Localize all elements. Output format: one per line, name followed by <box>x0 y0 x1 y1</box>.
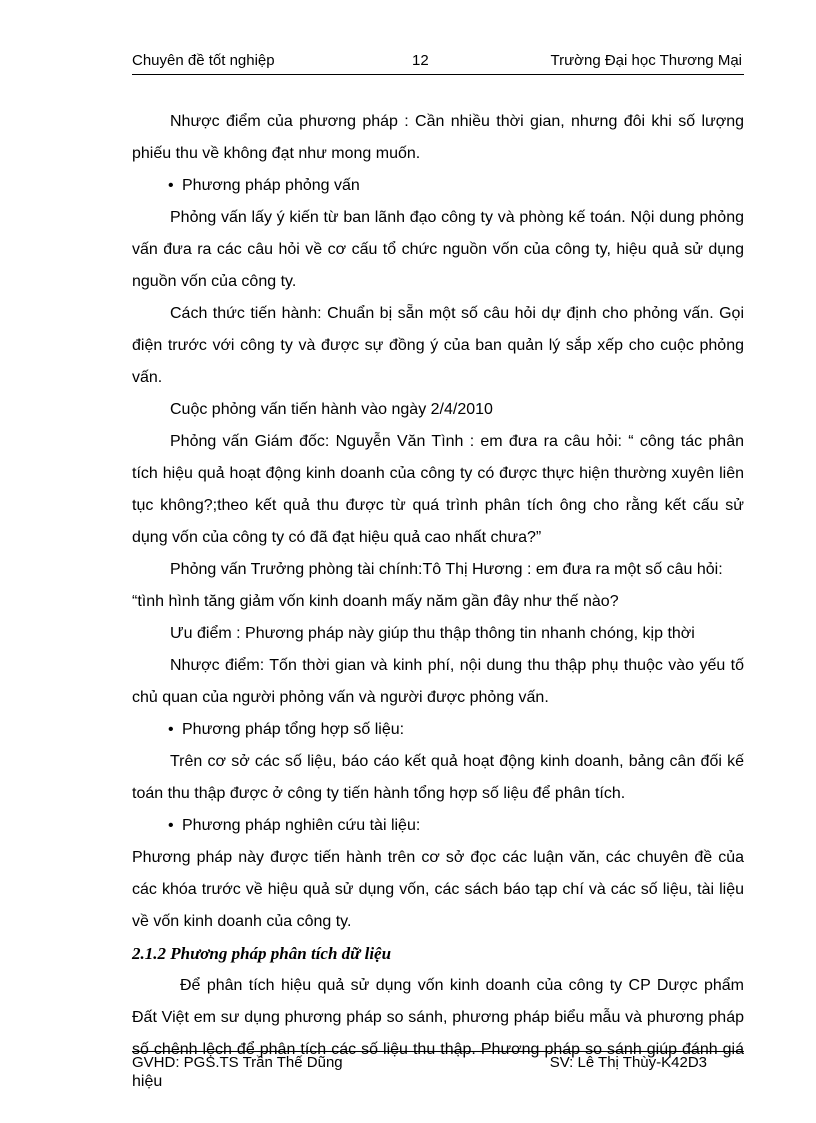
footer-supervisor: GVHD: PGS.TS Trần Thế Dũng <box>132 1054 343 1071</box>
page-footer <box>132 1054 707 1076</box>
page-header <box>132 52 742 74</box>
paragraph-analysis-method: Để phân tích hiệu quả sử dụng vốn kinh doanh của công ty CP Dược phẩm Đất Việt em sư dụng phương pháp so sánh, phương pháp biểu mẫu và phương pháp số chênh lệch để phân tích các số liệu thu thập. Phương pháp so sánh giúp đánh giá hiệu <box>132 977 744 1090</box>
bullet-document-research-method <box>132 810 744 842</box>
paragraph-advantage: Ưu điểm : Phương pháp này giúp thu thập thông tin nhanh chóng, kịp thời <box>170 625 695 642</box>
paragraph-interview-procedure: Cách thức tiến hành: Chuẩn bị sẵn một số câu hỏi dự định cho phỏng vấn. Gọi điện trước với công ty và được sự đồng ý của ban quản lý sắp xếp cho cuộc phỏng vấn. <box>132 305 744 386</box>
paragraph-interview-content: Phỏng vấn lấy ý kiến từ ban lãnh đạo công ty và phòng kế toán. Nội dung phỏng vấn đưa ra các câu hỏi về cơ cấu tổ chức nguồn vốn của công ty, hiệu quả sử dụng nguồn vốn của công ty. <box>132 209 744 290</box>
bullet-interview-method <box>132 170 744 202</box>
paragraph-aggregation: Trên cơ sở các số liệu, báo cáo kết quả hoạt động kinh doanh, bảng cân đối kế toán thu thập được ở công ty tiến hành tổng hợp số liệu để phân tích. <box>132 753 744 802</box>
paragraph-finance-question: “tình hình tăng giảm vốn kinh doanh mấy năm gần đây như thế nào? <box>132 593 619 610</box>
page-number: 12 <box>412 52 429 69</box>
paragraph-document-research: Phương pháp này được tiến hành trên cơ sở đọc các luận văn, các chuyên đề của các khóa trước về hiệu quả sử dụng vốn, các sách báo tạp chí và các số liệu, tài liệu về vốn kinh doanh của công ty. <box>132 849 744 930</box>
paragraph-interview-date: Cuộc phỏng vấn tiến hành vào ngày 2/4/2010 <box>170 401 493 418</box>
bullet-icon: • <box>168 817 174 834</box>
bullet-label: Phương pháp nghiên cứu tài liệu: <box>182 817 421 834</box>
paragraph-disadvantage-survey: Nhược điểm của phương pháp : Cần nhiều thời gian, nhưng đôi khi số lượng phiếu thu về không đạt như mong muốn. <box>132 113 744 162</box>
paragraph-director-interview: Phỏng vấn Giám đốc: Nguyễn Văn Tình : em đưa ra câu hỏi: “ công tác phân tích hiệu quả hoạt động kinh doanh của công ty có được thực hiện thường xuyên liên tục không?;theo kết quả thu được từ quá trình phân tích ông cho rằng kết cấu sử dụng vốn của công ty có đã đạt hiệu quả cao nhất chưa?” <box>132 433 744 546</box>
document-body <box>132 106 744 1098</box>
header-rule <box>132 74 744 75</box>
bullet-icon: • <box>168 721 174 738</box>
header-university: Trường Đại học Thương Mại <box>550 52 742 69</box>
paragraph-disadvantage-interview: Nhược điểm: Tốn thời gian và kinh phí, nội dung thu thập phụ thuộc vào yếu tố chủ quan của người phỏng vấn và người được phỏng vấn. <box>132 657 744 706</box>
bullet-label: Phương pháp phỏng vấn <box>182 177 360 194</box>
header-title: Chuyên đề tốt nghiệp <box>132 52 275 69</box>
paragraph-finance-head-interview: Phỏng vấn Trưởng phòng tài chính:Tô Thị Hương : em đưa ra một số câu hỏi: <box>170 561 723 578</box>
bullet-aggregation-method <box>132 714 744 746</box>
footer-rule <box>132 1051 744 1052</box>
section-heading: 2.1.2 Phương pháp phân tích dữ liệu <box>132 944 392 963</box>
footer-student: SV: Lê Thị Thùy-K42D3 <box>549 1054 707 1071</box>
bullet-label: Phương pháp tổng hợp số liệu: <box>182 721 405 738</box>
bullet-icon: • <box>168 177 174 194</box>
